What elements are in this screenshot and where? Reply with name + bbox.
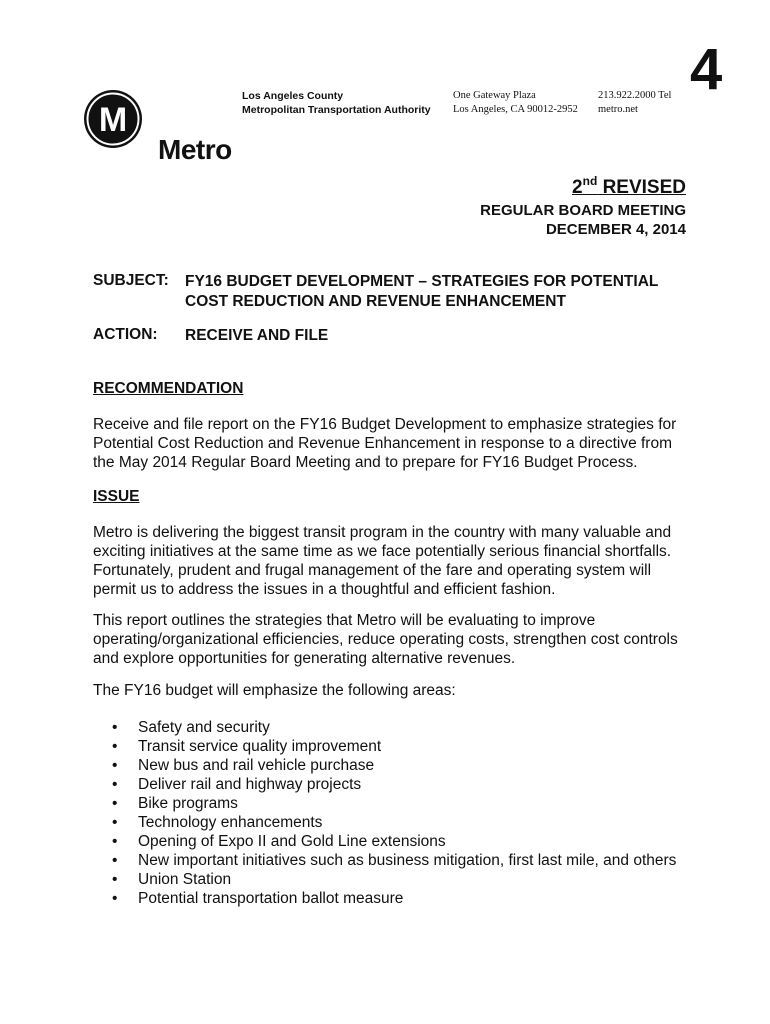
- list-item: • Potential transportation ballot measure: [112, 889, 676, 908]
- list-item: • Safety and security: [112, 718, 676, 737]
- org-line-2: Metropolitan Transportation Authority: [242, 104, 431, 116]
- meeting-block: [480, 175, 686, 239]
- issue-paragraph-2: This report outlines the strategies that Metro will be evaluating to improve operating/organizational efficiencies, reduce operating costs, strengthen cost controls and explore opportunities for generating alternative revenues.: [93, 612, 678, 667]
- revision-number: 2: [572, 177, 583, 198]
- page-number: 4: [690, 37, 723, 102]
- list-item: • Opening of Expo II and Gold Line extensions: [112, 832, 676, 851]
- website: metro.net: [598, 104, 638, 115]
- revision-word: REVISED: [602, 177, 686, 198]
- logo-wordmark: Metro: [158, 134, 232, 165]
- contact-info: [598, 89, 671, 117]
- subject-label: SUBJECT:: [93, 272, 169, 289]
- revision-label: [480, 175, 686, 201]
- list-item: • New bus and rail vehicle purchase: [112, 756, 676, 775]
- logo-letter: M: [98, 101, 128, 139]
- issue-paragraph-1: Metro is delivering the biggest transit program in the country with many valuable and exciting initiatives at the same time as we face potentially serious financial shortfalls. Fortunately, prudent and frugal management of the fare and operating system will permit us to address the issues in a thoughtful and efficient fashion.: [93, 524, 672, 598]
- subject-text: [185, 272, 658, 312]
- metro-logo-icon: [84, 90, 142, 148]
- org-line-1: Los Angeles County: [242, 90, 344, 102]
- recommendation-heading: RECOMMENDATION: [93, 380, 244, 397]
- issue-heading: ISSUE: [93, 488, 140, 505]
- meeting-date: DECEMBER 4, 2014: [545, 221, 686, 238]
- address-line-1: One Gateway Plaza: [453, 90, 536, 101]
- organization-name: [242, 89, 431, 117]
- list-item: • New important initiatives such as business mitigation, first last mile, and others: [112, 851, 676, 870]
- recommendation-text: Receive and file report on the FY16 Budget Development to emphasize strategies for Potential Cost Reduction and Revenue Enhancement in response to a directive from the May 2014 Regular Board Meeting and to prepare for FY16 Budget Process.: [93, 416, 677, 471]
- address: [453, 89, 578, 117]
- subject-line-1: FY16 BUDGET DEVELOPMENT – STRATEGIES FOR POTENTIAL: [185, 273, 659, 290]
- focus-areas-list: [112, 718, 676, 908]
- subject-line-2: COST REDUCTION AND REVENUE ENHANCEMENT: [185, 293, 566, 310]
- action-label: ACTION:: [93, 326, 158, 343]
- phone: 213.922.2000 Tel: [598, 90, 672, 101]
- list-item: • Bike programs: [112, 794, 676, 813]
- action-value: RECEIVE AND FILE: [185, 327, 329, 344]
- list-item: • Transit service quality improvement: [112, 737, 676, 756]
- revision-suffix: nd: [582, 174, 598, 188]
- meeting-type: REGULAR BOARD MEETING: [480, 202, 686, 219]
- list-item: • Union Station: [112, 870, 676, 889]
- list-item: • Technology enhancements: [112, 813, 676, 832]
- list-item: • Deliver rail and highway projects: [112, 775, 676, 794]
- issue-paragraph-3: The FY16 budget will emphasize the following areas:: [93, 682, 456, 699]
- address-line-2: Los Angeles, CA 90012-2952: [453, 104, 578, 115]
